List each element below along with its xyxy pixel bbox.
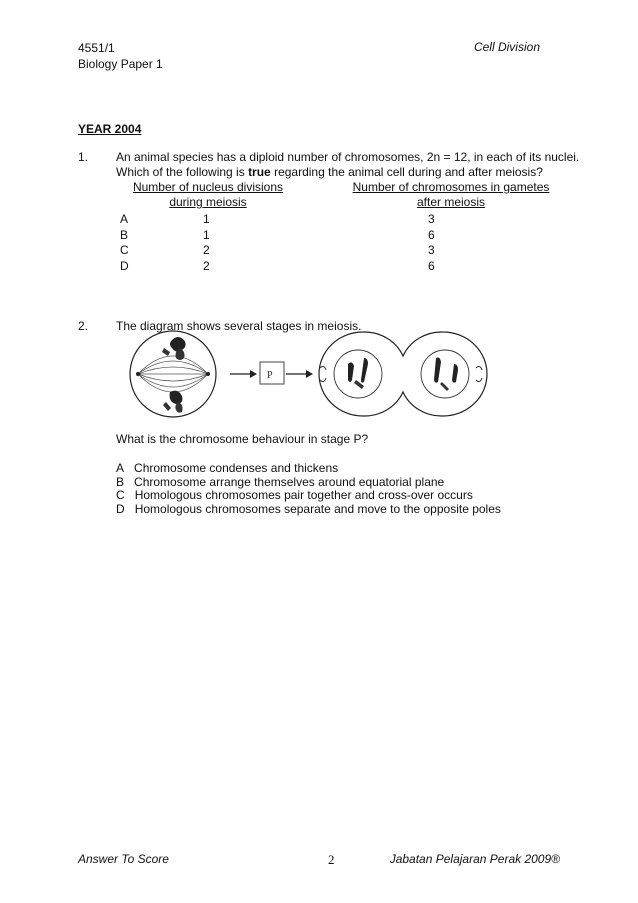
q2-number: 2. (78, 319, 89, 333)
q2-stem: The diagram shows several stages in meiosis. (116, 319, 362, 333)
q2-option-d (116, 503, 501, 517)
footer-left: Answer To Score (78, 852, 169, 866)
q1-row-letter: D (120, 258, 129, 273)
q2-question: What is the chromosome behaviour in stage P? (116, 432, 369, 446)
q1-row-chromosomes: 6 (428, 227, 435, 242)
topic-title: Cell Division (473, 40, 540, 54)
q1-stem-bold: true (248, 165, 271, 179)
q1-row-divisions: 1 (203, 212, 210, 226)
q1-col1-line2: during meiosis (169, 195, 247, 209)
q1-col2-line2: after meiosis (416, 195, 486, 209)
paper-name: Biology Paper 1 (78, 57, 163, 71)
q1-row-divisions: 2 (203, 243, 210, 257)
q1-col2-line1: Number of chromosomes in gametes (352, 180, 550, 194)
header-left (78, 40, 163, 72)
q2-options (116, 462, 501, 516)
q1-col-chromosomes-header (340, 180, 562, 210)
q1-col-divisions-header (118, 180, 298, 210)
q2-option-letter: D (116, 501, 125, 516)
q1-stem-post: regarding the animal cell during and after meiosis? (270, 165, 543, 179)
q1-row-chromosomes: 3 (428, 243, 435, 257)
q2-option-b (116, 476, 501, 490)
q1-stem (116, 150, 586, 180)
q2-option-text: Homologous chromosomes separate and move to the opposite poles (134, 501, 501, 516)
q1-row-chromosomes: 6 (428, 258, 435, 273)
stage-p-label: P (267, 370, 273, 381)
q1-row-divisions: 2 (203, 258, 210, 273)
q1-row-letter: A (120, 212, 129, 226)
q2-option-a (116, 462, 501, 476)
footer-right: Jabatan Pelajaran Perak 2009® (389, 852, 560, 866)
section-title: YEAR 2004 (78, 122, 142, 136)
q1-col1-line1: Number of nucleus divisions (132, 180, 284, 194)
q1-stem-pre: Which of the following is (116, 165, 249, 179)
q2-option-letter: B (116, 474, 125, 489)
q2-option-c (116, 489, 501, 503)
meiosis-diagram (120, 318, 520, 424)
q2-option-text: Chromosome condenses and thickens (134, 461, 339, 475)
q2-option-letter: C (116, 488, 125, 502)
q1-row-letter: B (120, 227, 129, 242)
cell-telophase (319, 332, 487, 416)
q1-row-divisions: 1 (203, 227, 210, 242)
q2-option-text: Homologous chromosomes pair together and cross-over occurs (134, 488, 473, 502)
q2-option-text: Chromosome arrange themselves around equatorial plane (134, 474, 445, 489)
q1-row-letter: C (120, 243, 129, 257)
q2-option-letter: A (116, 461, 125, 475)
q1-stem-line1: An animal species has a diploid number of chromosomes, 2n = 12, in each of its nuclei. (116, 150, 580, 164)
q1-number: 1. (78, 150, 89, 164)
q1-row-chromosomes: 3 (428, 212, 435, 226)
page-number: 2 (328, 852, 335, 867)
cell-metaphase (130, 331, 216, 417)
q1-stem-line2 (116, 165, 586, 180)
paper-code: 4551/1 (78, 41, 115, 55)
